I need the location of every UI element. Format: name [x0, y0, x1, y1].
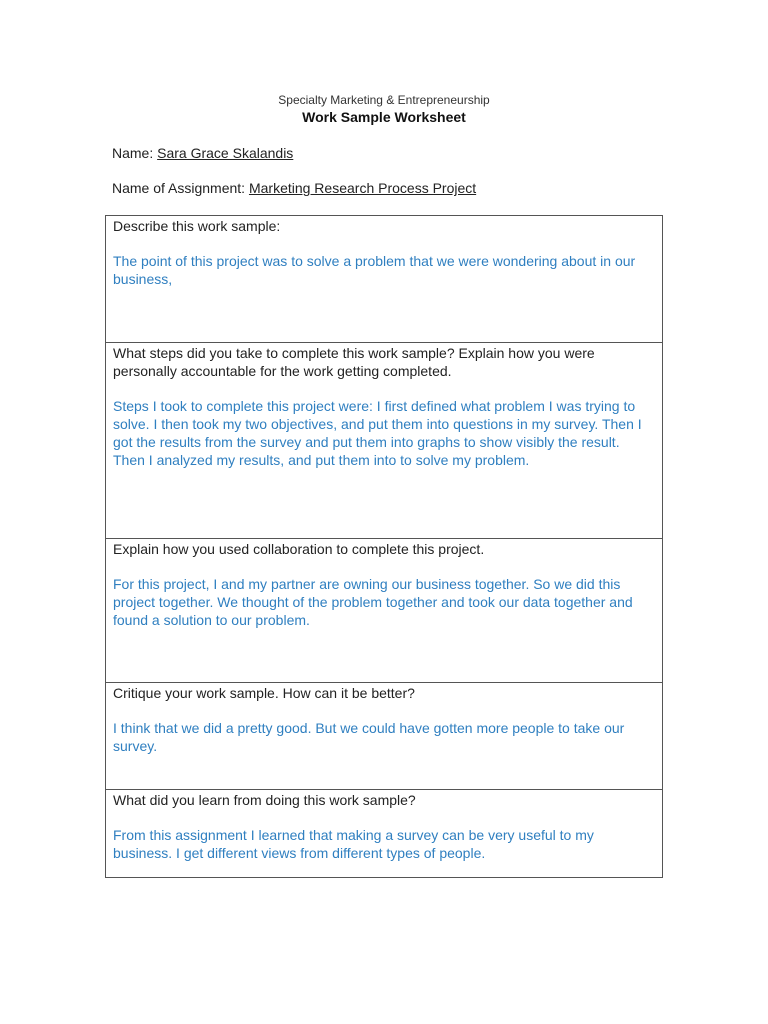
assignment-field [112, 180, 476, 196]
section-question: What steps did you take to complete this work sample? Explain how you were personally accountable for the work getting completed. [113, 345, 595, 379]
section-answer: From this assignment I learned that making a survey can be very useful to my business. I get different views from different types of people. [113, 827, 594, 861]
section-answer: The point of this project was to solve a problem that we were wondering about in our business, [113, 253, 636, 287]
document-subtitle: Specialty Marketing & Entrepreneurship [278, 93, 490, 107]
name-field [112, 145, 293, 161]
assignment-label: Name of Assignment: [112, 180, 246, 196]
section-learned [106, 789, 662, 877]
section-collaboration [106, 538, 662, 682]
section-describe [106, 216, 662, 342]
section-question: Describe this work sample: [113, 218, 281, 234]
section-question: What did you learn from doing this work sample? [113, 792, 416, 808]
worksheet-table [105, 215, 663, 878]
section-answer: I think that we did a pretty good. But we could have gotten more people to take our survey. [113, 720, 625, 754]
section-answer: Steps I took to complete this project were: I first defined what problem I was trying to solve. I then took my two objectives, and put them into questions in my survey. Then I got the results from the survey and put them into graphs to show visibly the result. Then I analyzed my results, and put them into to solve my problem. [113, 398, 642, 468]
name-value: Sara Grace Skalandis [157, 145, 294, 161]
section-critique [106, 682, 662, 789]
document-title: Work Sample Worksheet [302, 109, 466, 125]
name-label: Name: [112, 145, 154, 161]
section-question: Explain how you used collaboration to complete this project. [113, 541, 485, 557]
section-steps [106, 342, 662, 538]
assignment-value: Marketing Research Process Project [248, 180, 477, 196]
section-answer: For this project, I and my partner are owning our business together. So we did this project together. We thought of the problem together and took our data together and found a solution to our problem. [113, 576, 633, 628]
section-question: Critique your work sample. How can it be better? [113, 685, 415, 701]
